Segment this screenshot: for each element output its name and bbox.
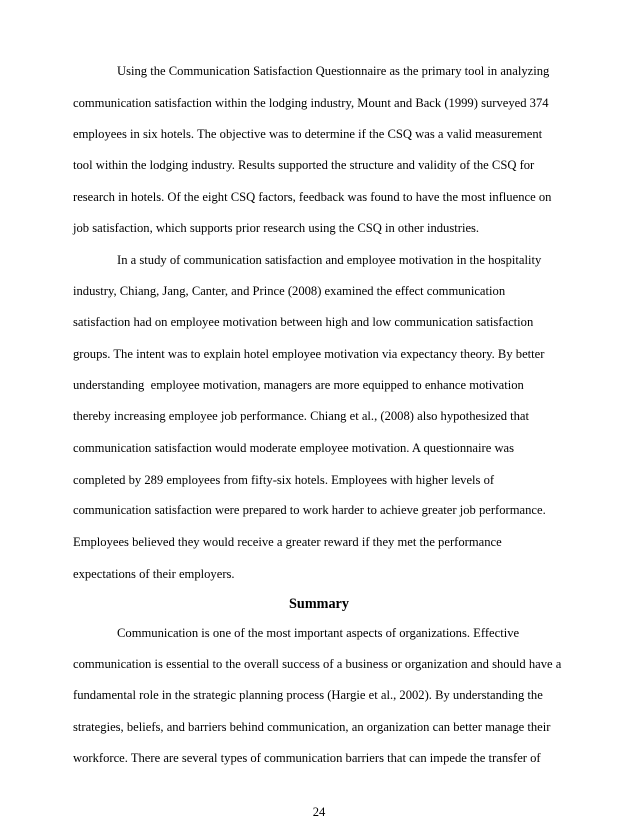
paragraph-line: Employees believed they would receive a greater reward if they met the performance [73, 535, 502, 549]
paragraph-line: communication satisfaction were prepared to work harder to achieve greater job performance. [73, 503, 546, 517]
paragraph-line: workforce. There are several types of communication barriers that can impede the transfer of [73, 751, 541, 765]
paragraph-line: groups. The intent was to explain hotel employee motivation via expectancy theory. By better [73, 347, 545, 361]
paragraph-line: job satisfaction, which supports prior research using the CSQ in other industries. [73, 221, 480, 235]
paragraph-line: completed by 289 employees from fifty-six hotels. Employees with higher levels of [73, 473, 495, 487]
paragraph-line: strategies, beliefs, and barriers behind communication, an organization can better manage their [73, 720, 551, 734]
paragraph-line: employees in six hotels. The objective was to determine if the CSQ was a valid measurement [73, 127, 543, 141]
paragraph-line: satisfaction had on employee motivation between high and low communication satisfaction [73, 315, 534, 329]
paragraph-line: Communication is one of the most important aspects of organizations. Effective [117, 626, 520, 640]
paragraph-line: Using the Communication Satisfaction Questionnaire as the primary tool in analyzing [117, 64, 550, 78]
paragraph-line: thereby increasing employee job performance. Chiang et al., (2008) also hypothesized that [73, 409, 530, 423]
page-number: 24 [312, 805, 326, 819]
paragraph-line: expectations of their employers. [73, 567, 235, 581]
paragraph-line: tool within the lodging industry. Results supported the structure and validity of the CSQ for [73, 158, 535, 172]
paragraph-line: industry, Chiang, Jang, Canter, and Prince (2008) examined the effect communication [73, 284, 506, 298]
paragraph-line: In a study of communication satisfaction and employee motivation in the hospitality [117, 253, 542, 267]
paragraph-line: communication satisfaction within the lodging industry, Mount and Back (1999) surveyed 374 [73, 96, 549, 110]
paragraph-line: communication is essential to the overall success of a business or organization and should have a [73, 657, 562, 671]
paragraph-line: research in hotels. Of the eight CSQ factors, feedback was found to have the most influence on [73, 190, 552, 204]
paragraph-line: communication satisfaction would moderate employee motivation. A questionnaire was [73, 441, 515, 455]
section-heading: Summary [289, 596, 349, 612]
paragraph-line: understanding employee motivation, managers are more equipped to enhance motivation [73, 378, 524, 392]
paragraph-line: fundamental role in the strategic planning process (Hargie et al., 2002). By understanding the [73, 688, 543, 702]
